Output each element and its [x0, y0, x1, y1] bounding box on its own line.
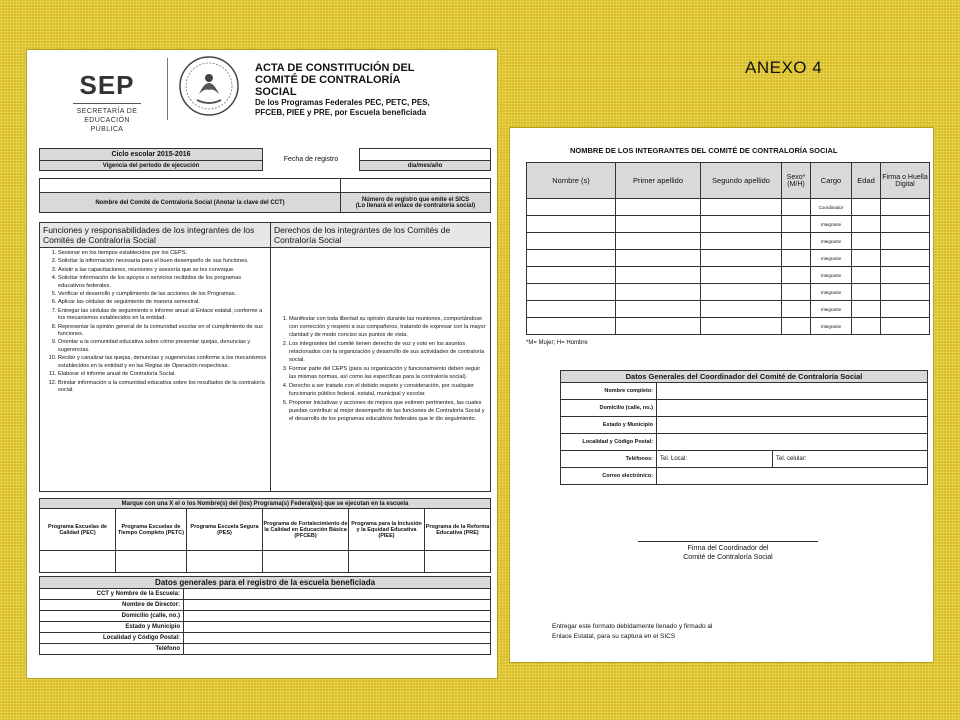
member-cell[interactable]: [881, 199, 930, 216]
member-cell[interactable]: [852, 284, 881, 301]
program-mark[interactable]: [187, 551, 263, 573]
right-item: 4. Derecho a ser tratado con el debido respeto y consideración, por cualquier funcionario público federal, estatal, municipal y escolar.: [289, 382, 488, 398]
members-title: NOMBRE DE LOS INTEGRANTES DEL COMITÉ DE CONTRALORÍA SOCIAL: [570, 146, 838, 155]
title-sub2: PFCEB, PIEE y PRE, por Escuela beneficiada: [255, 108, 427, 117]
col-first-surname: Primer apellido: [616, 163, 701, 199]
program-pre[interactable]: Programa de la Reforma Educativa (PRE): [425, 509, 491, 551]
members-table: [526, 162, 930, 335]
coord-field-label: Correo electrónico:: [561, 468, 657, 485]
member-cell[interactable]: [852, 216, 881, 233]
school-field-label: Localidad y Código Postal:: [40, 633, 184, 644]
col-name: Nombre (s): [527, 163, 616, 199]
acta-page: [27, 50, 497, 678]
school-field-label: Estado y Municipio: [40, 622, 184, 633]
validity-cell: Vigencia del periodo de ejecución: [40, 161, 263, 171]
school-field-label: Teléfono: [40, 644, 184, 655]
col-age: Edad: [852, 163, 881, 199]
program-petc[interactable]: Programa Escuelas de Tiempo Completo (PETC): [116, 509, 187, 551]
school-table: [39, 576, 491, 655]
rights-cell: [271, 248, 491, 492]
member-cell[interactable]: [852, 233, 881, 250]
tel-cell-field[interactable]: Tel. celular:: [773, 451, 928, 468]
function-item: 2. Solicitar la información necesaria para el buen desempeño de sus funciones.: [58, 258, 268, 265]
program-mark[interactable]: [40, 551, 116, 573]
coord-field-label: Localidad y Código Postal:: [561, 434, 657, 451]
coord-field-label: Teléfonos:: [561, 451, 657, 468]
header-divider: [167, 58, 168, 120]
member-cell[interactable]: [527, 318, 616, 335]
member-cell[interactable]: [881, 301, 930, 318]
member-cell[interactable]: [701, 318, 782, 335]
coord-field-input[interactable]: [657, 468, 928, 485]
school-field-label: Domicilio (calle, no.): [40, 611, 184, 622]
member-cell[interactable]: [852, 301, 881, 318]
member-cell[interactable]: [881, 284, 930, 301]
member-cell[interactable]: [701, 233, 782, 250]
member-role: Integrante: [811, 267, 852, 284]
col-signature: Firma o Huella Digital: [881, 163, 930, 199]
signature-line: [638, 541, 818, 542]
function-item: 7. Entregar las cédulas de seguimiento e informe anual al Enlace estatal, conforme a los mecanismos establecidos en la entidad.: [58, 308, 268, 323]
member-cell[interactable]: [527, 267, 616, 284]
sics-label: [341, 193, 491, 213]
reg-date-field[interactable]: [360, 149, 491, 161]
functions-cell: [40, 248, 271, 492]
member-role: Integrante: [811, 284, 852, 301]
member-cell[interactable]: [701, 284, 782, 301]
member-cell[interactable]: [782, 199, 811, 216]
member-role: Integrante: [811, 301, 852, 318]
member-cell[interactable]: [616, 318, 701, 335]
right-item: 2. Los integrantes del comité tienen derecho de voz y voto en los asuntos relacionados con la organización y desarrollo de sus actividades de contraloría social.: [289, 340, 488, 364]
col-second-surname: Segundo apellido: [701, 163, 782, 199]
coord-field-input[interactable]: [657, 434, 928, 451]
member-cell[interactable]: [881, 318, 930, 335]
committee-table: [39, 178, 491, 213]
sep-line1: SECRETARÍA DE: [76, 108, 138, 115]
member-cell[interactable]: [881, 250, 930, 267]
member-cell[interactable]: [527, 199, 616, 216]
member-cell[interactable]: [616, 199, 701, 216]
coord-field-label: Nombre completo:: [561, 383, 657, 400]
member-cell[interactable]: [527, 250, 616, 267]
sex-note: *M= Mujer; H= Hombre: [526, 340, 588, 346]
member-cell[interactable]: [852, 318, 881, 335]
signature-caption: [638, 544, 818, 562]
sep-line2: EDUCACIÓN PÚBLICA: [84, 117, 130, 133]
program-pec[interactable]: Programa Escuelas de Calidad (PEC): [40, 509, 116, 551]
tel-local-field[interactable]: Tel. Local:: [657, 451, 773, 468]
footer-note: [552, 622, 712, 642]
committee-name-field[interactable]: [40, 179, 341, 193]
member-cell[interactable]: [616, 267, 701, 284]
school-field-input[interactable]: [184, 611, 491, 622]
member-cell[interactable]: [782, 250, 811, 267]
sics-number-field[interactable]: [341, 179, 491, 193]
member-cell[interactable]: [782, 216, 811, 233]
coord-field-label: Estado y Municipio: [561, 417, 657, 434]
col-role: Cargo: [811, 163, 852, 199]
member-cell[interactable]: [782, 284, 811, 301]
member-cell[interactable]: [527, 284, 616, 301]
function-item: 10. Recibir y canalizar las quejas, denuncias y sugerencias conforme a los mecanismos establecidos en la entidad y en las Reglas de Operación respectivas.: [58, 355, 268, 370]
title-line1: ACTA DE CONSTITUCIÓN DEL: [255, 62, 415, 74]
member-cell[interactable]: [701, 216, 782, 233]
coordinator-header: Datos Generales del Coordinador del Comité de Contraloría Social: [561, 371, 928, 383]
right-item: 5. Proponer iniciativas y acciones de mejora que estimen pertinentes, las cuales puedan contribuir al mejor desempeño de las funciones de Contraloría Social y el desarrollo de los programas educativos federales que le dio seguimiento.: [289, 399, 488, 423]
cycle-cell: Ciclo escolar 2015-2016: [40, 149, 263, 161]
school-header: Datos generales para el registro de la escuela beneficiada: [40, 577, 491, 589]
signature-line2: Comité de Contraloría Social: [683, 554, 773, 561]
function-item: 1. Sesionar en los tiempos establecidos por los CEPS.: [58, 250, 268, 257]
sics-number-label: Número de registro que emite el SICS: [361, 196, 470, 203]
functions-header: Funciones y responsabilidades de los integrantes de los Comités de Contraloría Social: [40, 223, 271, 248]
reg-date-label: Fecha de registro: [283, 156, 339, 163]
function-item: 12. Brindar información a la comunidad educativa sobre los resultados de la contraloría social.: [58, 380, 268, 395]
member-cell[interactable]: [782, 318, 811, 335]
program-piee[interactable]: Programa para la Inclusión y la Equidad Educativa (PIEE): [349, 509, 425, 551]
member-role: Integrante: [811, 233, 852, 250]
right-item: 3. Formar parte del CEPS (para su organización y funcionamiento deben seguir las mismas normas, así como las específicas para la contraloría social).: [289, 365, 488, 381]
committee-name-label: Nombre del Comité de Contraloría Social (Anotar la clave del CCT): [40, 193, 341, 213]
member-cell[interactable]: [701, 250, 782, 267]
program-mark[interactable]: [263, 551, 349, 573]
title-sub1: De los Programas Federales PEC, PETC, PES,: [255, 98, 430, 107]
member-cell[interactable]: [881, 216, 930, 233]
member-cell[interactable]: [852, 250, 881, 267]
member-cell[interactable]: [782, 267, 811, 284]
sep-logo: [67, 70, 147, 134]
member-role: Coordinador: [811, 199, 852, 216]
footer-line1: Entregar este formato debidamente llenado y firmado al: [552, 623, 713, 630]
title-line2: COMITÉ DE CONTRALORÍA: [255, 74, 401, 86]
member-role: Integrante: [811, 216, 852, 233]
signature-line1: Firma del Coordinador del: [687, 545, 769, 552]
member-cell[interactable]: [701, 301, 782, 318]
programs-table: [39, 498, 491, 573]
function-item: 4. Solicitar información de los apoyos o servicios recibidos de los programas educativos federales.: [58, 275, 268, 290]
member-cell[interactable]: [881, 267, 930, 284]
member-cell[interactable]: [616, 250, 701, 267]
member-cell[interactable]: [616, 301, 701, 318]
member-cell[interactable]: [616, 216, 701, 233]
rights-header: Derechos de los integrantes de los Comités de Contraloría Social: [271, 223, 491, 248]
sep-acronym: SEP: [79, 70, 135, 100]
coord-field-input[interactable]: [657, 417, 928, 434]
member-cell[interactable]: [701, 199, 782, 216]
member-cell[interactable]: [616, 284, 701, 301]
function-item: 5. Verificar el desarrollo y cumplimiento de las acciones de los Programas.: [58, 291, 268, 298]
school-field-input[interactable]: [184, 622, 491, 633]
member-cell[interactable]: [782, 301, 811, 318]
member-cell[interactable]: [852, 267, 881, 284]
members-page: [510, 128, 933, 662]
member-role: Integrante: [811, 250, 852, 267]
functions-list: [42, 250, 268, 394]
functions-rights-table: [39, 222, 491, 492]
cycle-table: [39, 148, 491, 171]
member-cell[interactable]: [881, 233, 930, 250]
footer-line2: Enlace Estatal, para su captura en el SICS: [552, 633, 676, 640]
school-field-label: Nombre de Director:: [40, 600, 184, 611]
coord-field-input[interactable]: [657, 400, 928, 417]
function-item: 8. Representar la opinión general de la comunidad escolar en el cumplimiento de sus funciones.: [58, 324, 268, 339]
member-cell[interactable]: [616, 233, 701, 250]
member-cell[interactable]: [701, 267, 782, 284]
school-field-input[interactable]: [184, 600, 491, 611]
member-cell[interactable]: [852, 199, 881, 216]
school-field-label: CCT y Nombre de la Escuela:: [40, 589, 184, 600]
program-pes[interactable]: Programa Escuela Segura (PES): [187, 509, 263, 551]
member-cell[interactable]: [527, 233, 616, 250]
coord-field-label: Domicilio (calle, no.): [561, 400, 657, 417]
program-mark[interactable]: [349, 551, 425, 573]
title-line3: SOCIAL: [255, 86, 297, 98]
national-seal-icon: [177, 54, 241, 118]
member-cell[interactable]: [527, 301, 616, 318]
coord-field-input[interactable]: [657, 383, 928, 400]
rights-list: [273, 315, 488, 423]
program-pfceb[interactable]: Programa de Fortalecimiento de la Calidad en Educación Básica (PFCEB): [263, 509, 349, 551]
function-item: 11. Elaborar el informe anual de Contraloría Social.: [58, 371, 268, 378]
function-item: 9. Orientar a la comunidad educativa sobre cómo presentar quejas, denuncias y sugerencias.: [58, 339, 268, 354]
programs-header: Marque con una X el o los Nombre(s) del (los) Programa(s) Federal(es) que se ejecutan en la escuela: [40, 499, 491, 509]
function-item: 6. Aplicar las cédulas de seguimiento de manera semestral.: [58, 299, 268, 306]
acta-title: [255, 62, 485, 118]
program-mark[interactable]: [425, 551, 491, 573]
function-item: 3. Asistir a las capacitaciones, reuniones y asesoría que se les convoque.: [58, 267, 268, 274]
sics-note: (Lo llenará el enlace de contraloría social): [355, 202, 476, 209]
program-mark[interactable]: [116, 551, 187, 573]
right-item: 1. Manifestar con toda libertad su opinión durante las reuniones, comportándose con corrección y respeto a sus compañeros, tratando de expresar con la mayor claridad y de modo conciso sus puntos de vista.: [289, 315, 488, 339]
school-field-input[interactable]: [184, 644, 491, 655]
school-field-input[interactable]: [184, 633, 491, 644]
member-cell[interactable]: [782, 233, 811, 250]
school-field-input[interactable]: [184, 589, 491, 600]
member-role: Integrante: [811, 318, 852, 335]
date-format-cell: dia/mes/año: [360, 161, 491, 171]
coordinator-table: [560, 370, 928, 485]
annex-label: ANEXO 4: [745, 58, 823, 77]
member-cell[interactable]: [527, 216, 616, 233]
col-sex: Sexo* (M/H): [782, 163, 811, 199]
